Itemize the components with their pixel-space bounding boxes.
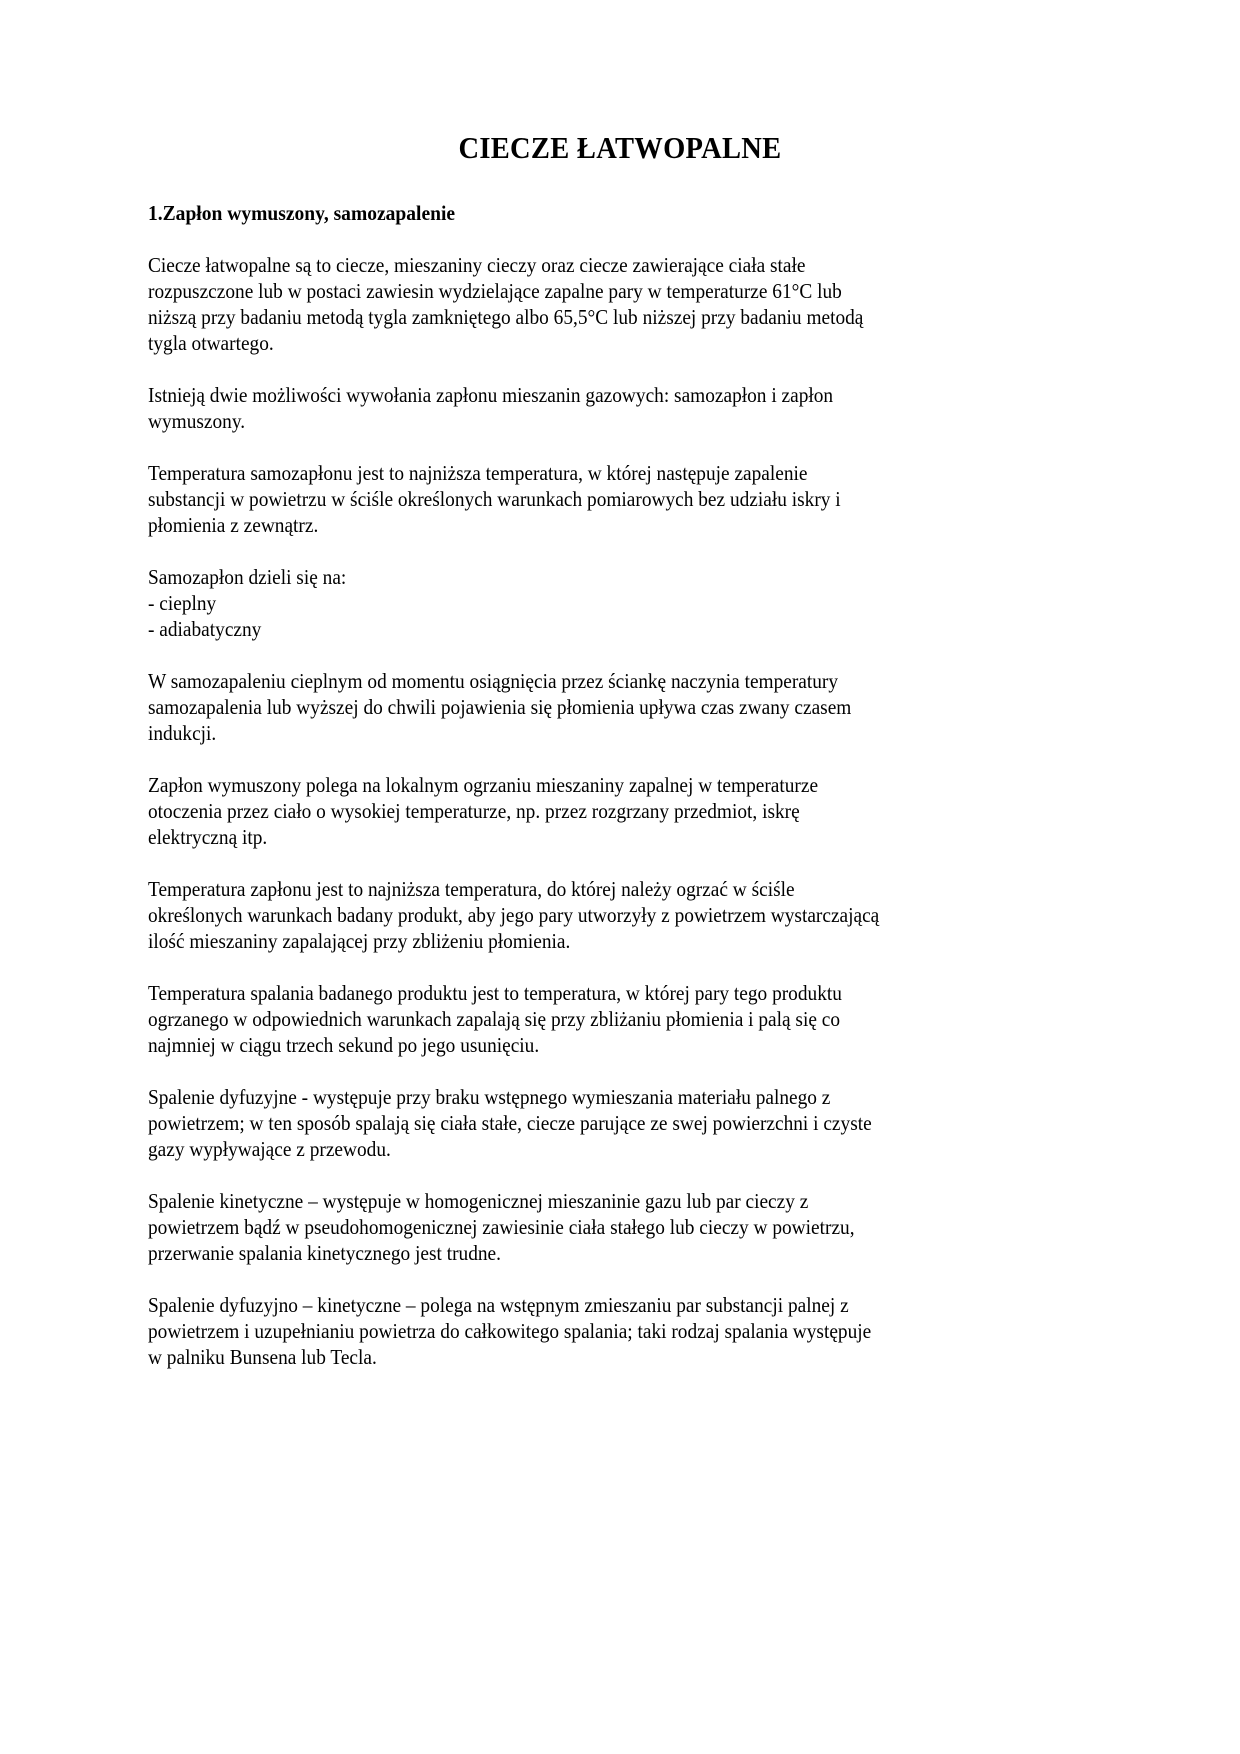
text-line: płomienia z zewnątrz.	[148, 513, 319, 537]
document-title: CIECZE ŁATWOPALNE	[458, 130, 782, 165]
text-line: w palniku Bunsena lub Tecla.	[148, 1345, 377, 1369]
paragraph-forced-ignition	[148, 772, 1108, 850]
paragraph-diffusion-kinetic-combustion	[148, 1292, 1108, 1370]
text-line: tygla otwartego.	[148, 331, 274, 355]
paragraph-flash-point	[148, 876, 1108, 954]
paragraph-autoignition-types-list	[148, 564, 1108, 642]
text-line: substancji w powietrzu w ściśle określonych warunkach pomiarowych bez udziału iskry i	[148, 487, 841, 511]
paragraph-kinetic-combustion	[148, 1188, 1108, 1266]
text-line: Temperatura samozapłonu jest to najniższa temperatura, w której następuje zapalenie	[148, 461, 808, 485]
document-body	[148, 200, 1108, 1396]
section-heading: 1.Zapłon wymuszony, samozapalenie	[148, 201, 456, 225]
text-line: Istnieją dwie możliwości wywołania zapłonu mieszanin gazowych: samozapłon i zapłon	[148, 383, 834, 407]
list-item: - adiabatyczny	[148, 617, 262, 641]
text-line: elektryczną itp.	[148, 825, 268, 849]
text-line: Temperatura spalania badanego produktu jest to temperatura, w której pary tego produktu	[148, 981, 842, 1005]
text-line: Spalenie dyfuzyjno – kinetyczne – polega na wstępnym zmieszaniu par substancji palnej z	[148, 1293, 849, 1317]
text-line: niższą przy badaniu metodą tygla zamkniętego albo 65,5°C lub niższej przy badaniu metodą	[148, 305, 864, 329]
text-line: Spalenie dyfuzyjne - występuje przy braku wstępnego wymieszania materiału palnego z	[148, 1085, 831, 1109]
paragraph-fire-point	[148, 980, 1108, 1058]
text-line: Ciecze łatwopalne są to ciecze, mieszaniny cieczy oraz ciecze zawierające ciała stałe	[148, 253, 806, 277]
paragraph-flammable-liquids-definition	[148, 252, 1108, 356]
text-line: powietrzem; w ten sposób spalają się ciała stałe, ciecze parujące ze swej powierzchni i czyste	[148, 1111, 872, 1135]
text-line: otoczenia przez ciało o wysokiej temperaturze, np. przez rozgrzany przedmiot, iskrę	[148, 799, 800, 823]
text-line: gazy wypływające z przewodu.	[148, 1137, 391, 1161]
text-line: Zapłon wymuszony polega na lokalnym ogrzaniu mieszaniny zapalnej w temperaturze	[148, 773, 819, 797]
text-line: najmniej w ciągu trzech sekund po jego usunięciu.	[148, 1033, 540, 1057]
text-line: przerwanie spalania kinetycznego jest trudne.	[148, 1241, 501, 1265]
text-line: samozapalenia lub wyższej do chwili pojawienia się płomienia upływa czas zwany czasem	[148, 695, 852, 719]
text-line: rozpuszczone lub w postaci zawiesin wydzielające zapalne pary w temperaturze 61°C lub	[148, 279, 842, 303]
text-line: powietrzem i uzupełnianiu powietrza do całkowitego spalania; taki rodzaj spalania występuje	[148, 1319, 872, 1343]
text-line: ilość mieszaniny zapalającej przy zbliżeniu płomienia.	[148, 929, 571, 953]
paragraph-ignition-types	[148, 382, 1108, 434]
list-item: - cieplny	[148, 591, 217, 615]
text-line: indukcji.	[148, 721, 217, 745]
text-line: powietrzem bądź w pseudohomogenicznej zawiesinie ciała stałego lub cieczy w powietrzu,	[148, 1215, 855, 1239]
paragraph-autoignition-temperature	[148, 460, 1108, 538]
text-line: ogrzanego w odpowiednich warunkach zapalają się przy zbliżaniu płomienia i palą się co	[148, 1007, 841, 1031]
text-line: Spalenie kinetyczne – występuje w homogenicznej mieszaninie gazu lub par cieczy z	[148, 1189, 809, 1213]
list-intro: Samozapłon dzieli się na:	[148, 565, 347, 589]
text-line: W samozapaleniu cieplnym od momentu osiągnięcia przez ściankę naczynia temperatury	[148, 669, 839, 693]
text-line: Temperatura zapłonu jest to najniższa temperatura, do której należy ogrzać w ściśle	[148, 877, 795, 901]
paragraph-induction-time	[148, 668, 1108, 746]
text-line: wymuszony.	[148, 409, 246, 433]
paragraph-diffusion-combustion	[148, 1084, 1108, 1162]
text-line: określonych warunkach badany produkt, aby jego pary utworzyły z powietrzem wystarczającą	[148, 903, 880, 927]
